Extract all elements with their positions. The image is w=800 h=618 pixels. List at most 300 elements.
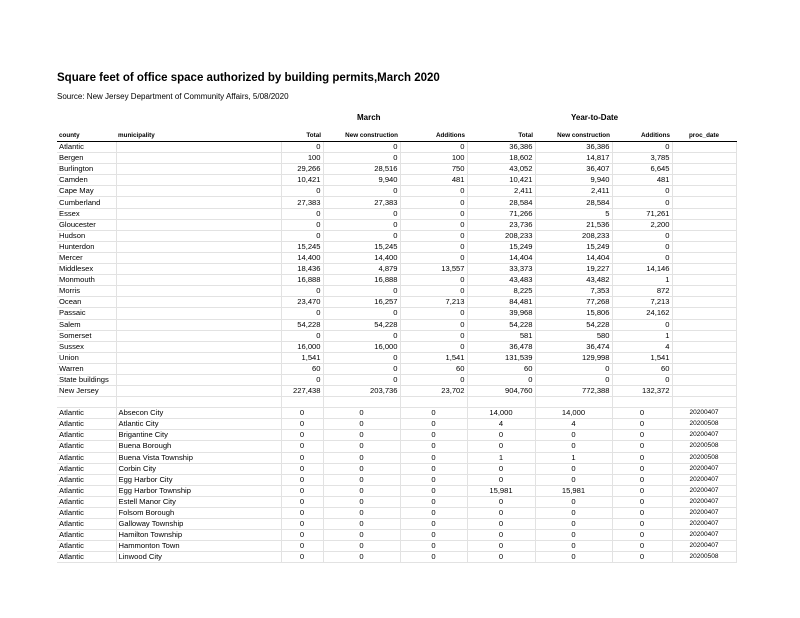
table-cell: 100 xyxy=(281,153,323,164)
table-cell: 1,541 xyxy=(400,352,467,363)
county-row xyxy=(57,264,736,275)
table-cell: 0 xyxy=(323,352,400,363)
table-cell: 36,474 xyxy=(535,341,612,352)
table-cell: 60 xyxy=(467,363,535,374)
table-cell: 0 xyxy=(612,508,672,519)
table-cell: 15,981 xyxy=(467,485,535,496)
table-cell xyxy=(116,275,281,286)
table-cell: 14,000 xyxy=(535,408,612,419)
table-cell: 208,233 xyxy=(467,230,535,241)
table-cell: 581 xyxy=(467,330,535,341)
table-cell: Salem xyxy=(57,319,116,330)
table-cell: 15,245 xyxy=(323,241,400,252)
table-cell xyxy=(116,352,281,363)
table-cell: 0 xyxy=(281,408,323,419)
spacer xyxy=(57,397,736,408)
county-row xyxy=(57,352,736,363)
table-cell: 0 xyxy=(281,452,323,463)
table-cell xyxy=(672,363,736,374)
table-cell: Brigantine City xyxy=(116,430,281,441)
table-cell: 0 xyxy=(323,363,400,374)
table-cell: 0 xyxy=(612,552,672,563)
table-cell: 481 xyxy=(400,175,467,186)
table-cell: 1 xyxy=(467,452,535,463)
table-cell: Atlantic xyxy=(57,452,116,463)
table-cell: 0 xyxy=(323,485,400,496)
table-cell: Atlantic xyxy=(57,474,116,485)
table-cell: 0 xyxy=(323,186,400,197)
table-cell: 0 xyxy=(612,463,672,474)
table-cell: 20200407 xyxy=(672,485,736,496)
table-cell: Hammonton Town xyxy=(116,541,281,552)
table-cell: 16,888 xyxy=(323,275,400,286)
table-cell: 0 xyxy=(400,430,467,441)
table-cell xyxy=(116,197,281,208)
col-header: county xyxy=(57,131,116,142)
table-cell: 0 xyxy=(400,330,467,341)
table-cell: 0 xyxy=(612,252,672,263)
county-rows xyxy=(57,142,736,397)
table-cell: 39,968 xyxy=(467,308,535,319)
table-cell: 4,879 xyxy=(323,264,400,275)
table-cell: 0 xyxy=(323,142,400,153)
table-cell: 20200407 xyxy=(672,508,736,519)
table-cell: Bergen xyxy=(57,153,116,164)
table-cell: 0 xyxy=(323,219,400,230)
table-cell: Linwood City xyxy=(116,552,281,563)
table-cell: 0 xyxy=(323,430,400,441)
table-cell: 20200407 xyxy=(672,530,736,541)
table-cell: 0 xyxy=(323,552,400,563)
county-row xyxy=(57,286,736,297)
table-cell: 872 xyxy=(612,286,672,297)
county-row xyxy=(57,219,736,230)
table-cell xyxy=(116,241,281,252)
table-cell: Camden xyxy=(57,175,116,186)
table-cell: 23,470 xyxy=(281,297,323,308)
table-cell: 0 xyxy=(612,452,672,463)
table-cell: 0 xyxy=(400,541,467,552)
table-cell: 0 xyxy=(400,463,467,474)
table-cell: 0 xyxy=(323,286,400,297)
county-row xyxy=(57,153,736,164)
table-cell: 0 xyxy=(281,286,323,297)
table-cell: 14,404 xyxy=(467,252,535,263)
table-cell: 0 xyxy=(535,474,612,485)
table-cell: 0 xyxy=(612,541,672,552)
table-cell: Buena Borough xyxy=(116,441,281,452)
table-cell: 43,052 xyxy=(467,164,535,175)
table-cell: 15,981 xyxy=(535,485,612,496)
table-cell xyxy=(672,374,736,385)
table-cell: Atlantic xyxy=(57,142,116,153)
table-cell: 0 xyxy=(535,541,612,552)
table-cell: 0 xyxy=(281,374,323,385)
table-cell: 1 xyxy=(612,330,672,341)
table-cell xyxy=(116,230,281,241)
table-cell: 2,200 xyxy=(612,219,672,230)
table-cell: Atlantic xyxy=(57,541,116,552)
county-row xyxy=(57,197,736,208)
table-cell: Atlantic xyxy=(57,496,116,507)
table-cell: 1 xyxy=(612,275,672,286)
table-cell: Cape May xyxy=(57,186,116,197)
table-cell: 132,372 xyxy=(612,386,672,397)
table-cell: 7,353 xyxy=(535,286,612,297)
table-cell: 18,602 xyxy=(467,153,535,164)
table-cell: 208,233 xyxy=(535,230,612,241)
county-row xyxy=(57,330,736,341)
table-cell: 0 xyxy=(323,519,400,530)
table-cell xyxy=(672,297,736,308)
table-cell: 0 xyxy=(323,408,400,419)
table-cell: 3,785 xyxy=(612,153,672,164)
table-cell: 0 xyxy=(535,519,612,530)
table-cell: 20200407 xyxy=(672,408,736,419)
table-cell: 20200407 xyxy=(672,519,736,530)
table-cell: 0 xyxy=(535,441,612,452)
table-cell: 0 xyxy=(400,319,467,330)
table-cell: Warren xyxy=(57,363,116,374)
table-cell xyxy=(672,175,736,186)
table-cell: Estell Manor City xyxy=(116,496,281,507)
table-cell xyxy=(116,142,281,153)
table-cell: Hunterdon xyxy=(57,241,116,252)
table-cell: Atlantic City xyxy=(116,419,281,430)
municipality-row xyxy=(57,463,736,474)
table-cell xyxy=(116,186,281,197)
table-cell: 0 xyxy=(281,508,323,519)
county-row xyxy=(57,175,736,186)
table-cell: 0 xyxy=(400,275,467,286)
table-cell: 0 xyxy=(323,496,400,507)
table-cell: 129,998 xyxy=(535,352,612,363)
col-header: Total xyxy=(281,131,323,142)
table-cell: 0 xyxy=(400,452,467,463)
county-row xyxy=(57,386,736,397)
table-cell: 60 xyxy=(400,363,467,374)
table-cell: Absecon City xyxy=(116,408,281,419)
table-cell: 0 xyxy=(535,496,612,507)
table-cell: 0 xyxy=(323,153,400,164)
table-cell: 0 xyxy=(400,485,467,496)
table-cell: Atlantic xyxy=(57,430,116,441)
table-cell: 20200508 xyxy=(672,452,736,463)
table-cell: Atlantic xyxy=(57,485,116,496)
table-cell: 0 xyxy=(400,374,467,385)
table-cell: Egg Harbor City xyxy=(116,474,281,485)
table-cell xyxy=(672,186,736,197)
table-cell: 0 xyxy=(535,430,612,441)
table-cell: 20200407 xyxy=(672,463,736,474)
col-header: Additions xyxy=(400,131,467,142)
table-cell: 9,940 xyxy=(535,175,612,186)
table-cell: 0 xyxy=(281,496,323,507)
table-cell: 0 xyxy=(281,419,323,430)
table-cell: 0 xyxy=(281,485,323,496)
table-cell: Passaic xyxy=(57,308,116,319)
table-cell: 0 xyxy=(535,463,612,474)
table-cell: 16,888 xyxy=(281,275,323,286)
municipality-row xyxy=(57,541,736,552)
table-cell: 0 xyxy=(467,463,535,474)
table-cell: 0 xyxy=(323,541,400,552)
table-cell: 131,539 xyxy=(467,352,535,363)
table-cell: 13,557 xyxy=(400,264,467,275)
table-cell xyxy=(116,208,281,219)
table-cell: 43,482 xyxy=(535,275,612,286)
table-cell: 481 xyxy=(612,175,672,186)
table-cell xyxy=(116,164,281,175)
table-cell xyxy=(672,241,736,252)
table-cell xyxy=(116,341,281,352)
march-group-header: March xyxy=(357,113,381,122)
table-cell xyxy=(672,208,736,219)
table-cell: Atlantic xyxy=(57,508,116,519)
table-cell xyxy=(672,386,736,397)
table-cell: 904,760 xyxy=(467,386,535,397)
table-cell: 7,213 xyxy=(612,297,672,308)
table-cell: Morris xyxy=(57,286,116,297)
table-cell xyxy=(672,153,736,164)
table-cell: 19,227 xyxy=(535,264,612,275)
county-row xyxy=(57,241,736,252)
table-cell: 0 xyxy=(535,530,612,541)
municipality-rows xyxy=(57,408,736,563)
table-cell: 0 xyxy=(400,208,467,219)
ytd-group-header: Year-to-Date xyxy=(571,113,619,122)
county-row xyxy=(57,363,736,374)
col-header: New construction xyxy=(535,131,612,142)
table-cell: 0 xyxy=(323,419,400,430)
table-cell: 0 xyxy=(467,541,535,552)
table-cell: 23,736 xyxy=(467,219,535,230)
table-cell: 0 xyxy=(400,241,467,252)
table-cell: 16,000 xyxy=(323,341,400,352)
table-cell: 203,736 xyxy=(323,386,400,397)
table-cell: 27,383 xyxy=(281,197,323,208)
table-cell: 4 xyxy=(467,419,535,430)
table-cell: 15,249 xyxy=(535,241,612,252)
table-cell: 0 xyxy=(281,463,323,474)
table-cell xyxy=(116,286,281,297)
table-cell: 0 xyxy=(281,208,323,219)
table-cell: 54,228 xyxy=(535,319,612,330)
table-cell xyxy=(672,230,736,241)
table-cell: 0 xyxy=(281,552,323,563)
table-cell xyxy=(672,319,736,330)
table-cell: 0 xyxy=(612,142,672,153)
table-cell: 0 xyxy=(400,219,467,230)
table-cell: Ocean xyxy=(57,297,116,308)
table-cell: 36,478 xyxy=(467,341,535,352)
table-cell: 0 xyxy=(323,208,400,219)
table-cell: 27,383 xyxy=(323,197,400,208)
table-cell: 14,400 xyxy=(281,252,323,263)
table-cell: Gloucester xyxy=(57,219,116,230)
table-cell: 0 xyxy=(467,552,535,563)
table-cell: 0 xyxy=(612,496,672,507)
table-cell: 54,228 xyxy=(281,319,323,330)
table-cell: 0 xyxy=(323,330,400,341)
table-cell: 0 xyxy=(612,474,672,485)
table-cell: 0 xyxy=(612,197,672,208)
table-cell: 28,584 xyxy=(467,197,535,208)
table-cell: 772,388 xyxy=(535,386,612,397)
municipality-row xyxy=(57,419,736,430)
table-cell: 5 xyxy=(535,208,612,219)
municipality-row xyxy=(57,441,736,452)
county-row xyxy=(57,208,736,219)
table-cell: 0 xyxy=(467,496,535,507)
table-cell: 0 xyxy=(281,474,323,485)
table-cell: 0 xyxy=(323,374,400,385)
table-cell xyxy=(116,252,281,263)
table-cell: 14,146 xyxy=(612,264,672,275)
table-cell: 60 xyxy=(281,363,323,374)
col-header: municipality xyxy=(116,131,281,142)
table-cell: New Jersey xyxy=(57,386,116,397)
municipality-row xyxy=(57,474,736,485)
table-cell xyxy=(116,175,281,186)
table-cell: Buena Vista Township xyxy=(116,452,281,463)
table-cell: 0 xyxy=(612,519,672,530)
table-cell: 0 xyxy=(400,474,467,485)
table-cell xyxy=(116,330,281,341)
table-cell: 0 xyxy=(612,241,672,252)
table-cell: 0 xyxy=(281,519,323,530)
municipality-row xyxy=(57,485,736,496)
table-cell: 0 xyxy=(281,530,323,541)
table-cell: Galloway Township xyxy=(116,519,281,530)
table-cell: 0 xyxy=(400,530,467,541)
table-cell: 20200407 xyxy=(672,541,736,552)
table-cell: Atlantic xyxy=(57,519,116,530)
table-cell xyxy=(672,341,736,352)
table-cell: 77,268 xyxy=(535,297,612,308)
table-cell: Atlantic xyxy=(57,552,116,563)
table-cell: 0 xyxy=(400,308,467,319)
table-cell: 0 xyxy=(400,341,467,352)
county-row xyxy=(57,164,736,175)
table-cell: 0 xyxy=(400,186,467,197)
table-cell: 10,421 xyxy=(281,175,323,186)
table-cell: 54,228 xyxy=(323,319,400,330)
table-cell: 0 xyxy=(323,230,400,241)
table-cell: Atlantic xyxy=(57,408,116,419)
county-row xyxy=(57,297,736,308)
county-row xyxy=(57,308,736,319)
table-cell: 0 xyxy=(400,252,467,263)
table-cell: 23,702 xyxy=(400,386,467,397)
table-cell: 0 xyxy=(323,474,400,485)
municipality-row xyxy=(57,430,736,441)
table-cell: Essex xyxy=(57,208,116,219)
table-cell: 28,516 xyxy=(323,164,400,175)
table-cell: 29,266 xyxy=(281,164,323,175)
county-row xyxy=(57,341,736,352)
table-cell: 0 xyxy=(400,508,467,519)
table-cell xyxy=(672,164,736,175)
table-cell xyxy=(116,153,281,164)
table-cell xyxy=(672,352,736,363)
table-cell: 20200407 xyxy=(672,474,736,485)
table-cell: 0 xyxy=(281,308,323,319)
table-cell xyxy=(116,374,281,385)
table-cell: 20200407 xyxy=(672,430,736,441)
table-cell xyxy=(672,252,736,263)
table-cell: Sussex xyxy=(57,341,116,352)
table-cell: 54,228 xyxy=(467,319,535,330)
table-cell: 36,386 xyxy=(535,142,612,153)
table-cell: 0 xyxy=(323,452,400,463)
table-cell: 0 xyxy=(281,541,323,552)
table-cell: 0 xyxy=(323,508,400,519)
table-cell: 20200508 xyxy=(672,419,736,430)
county-row xyxy=(57,374,736,385)
table-cell: 1,541 xyxy=(612,352,672,363)
municipality-row xyxy=(57,496,736,507)
table-cell: 1,541 xyxy=(281,352,323,363)
table-cell xyxy=(672,286,736,297)
table-cell: 14,817 xyxy=(535,153,612,164)
table-cell: 0 xyxy=(400,197,467,208)
table-cell: 0 xyxy=(467,374,535,385)
table-cell: 100 xyxy=(400,153,467,164)
table-cell: 0 xyxy=(612,530,672,541)
table-cell: 4 xyxy=(535,419,612,430)
table-cell: 15,806 xyxy=(535,308,612,319)
table-cell: 0 xyxy=(323,530,400,541)
table-cell: 7,213 xyxy=(400,297,467,308)
table-cell: 21,536 xyxy=(535,219,612,230)
table-cell: 0 xyxy=(612,430,672,441)
table-cell: 0 xyxy=(400,419,467,430)
county-row xyxy=(57,252,736,263)
table-cell xyxy=(116,386,281,397)
table-cell: Hamilton Township xyxy=(116,530,281,541)
table-cell: Middlesex xyxy=(57,264,116,275)
table-cell: 15,245 xyxy=(281,241,323,252)
table-cell xyxy=(116,308,281,319)
table-cell: 0 xyxy=(612,319,672,330)
table-cell: 0 xyxy=(535,508,612,519)
permits-table xyxy=(57,131,737,563)
table-cell: 0 xyxy=(281,142,323,153)
table-cell: 0 xyxy=(535,363,612,374)
table-cell: 16,000 xyxy=(281,341,323,352)
table-cell xyxy=(672,330,736,341)
table-cell: Union xyxy=(57,352,116,363)
table-cell: 580 xyxy=(535,330,612,341)
municipality-row xyxy=(57,530,736,541)
col-header: New construction xyxy=(323,131,400,142)
table-cell: State buildings xyxy=(57,374,116,385)
table-cell: 0 xyxy=(467,530,535,541)
table-cell xyxy=(116,264,281,275)
col-header: Total xyxy=(467,131,535,142)
table-cell: 18,436 xyxy=(281,264,323,275)
municipality-row xyxy=(57,552,736,563)
table-cell: 0 xyxy=(612,408,672,419)
table-cell: 0 xyxy=(400,286,467,297)
table-cell xyxy=(672,142,736,153)
table-cell xyxy=(672,275,736,286)
table-cell: Monmouth xyxy=(57,275,116,286)
table-cell: 9,940 xyxy=(323,175,400,186)
table-cell: 20200508 xyxy=(672,441,736,452)
table-cell: 0 xyxy=(281,441,323,452)
